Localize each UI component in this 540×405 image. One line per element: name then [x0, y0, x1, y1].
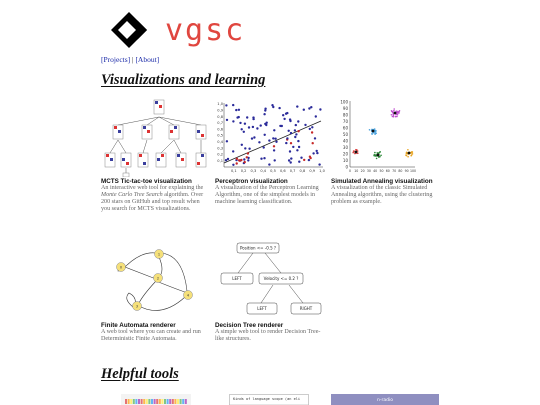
tool-preview-bar: [167, 399, 169, 404]
perceptron-point: [248, 126, 250, 128]
automata-state-label: 2: [156, 276, 160, 281]
card-automata-description: A web tool where you can create and run Deterministic Finite Automata.: [101, 329, 201, 342]
card-annealing[interactable]: [331, 97, 443, 206]
perceptron-point: [300, 157, 302, 159]
annealing-point: [378, 156, 380, 158]
annealing-x-tick: 10: [354, 169, 359, 173]
perceptron-point: [232, 120, 234, 122]
perceptron-point: [286, 137, 288, 139]
annealing-point: [393, 108, 395, 110]
site-logo[interactable]: [107, 10, 277, 50]
perceptron-point: [244, 123, 246, 125]
perceptron-point: [296, 105, 298, 107]
perceptron-point: [260, 124, 262, 126]
tool-preview-bar: [164, 399, 166, 404]
annealing-y-tick: 70: [342, 118, 348, 124]
annealing-point: [411, 154, 413, 156]
perceptron-point: [248, 148, 250, 150]
card-perceptron-description: A visualization of the Perceptron Learning Algorithm, one of the simplest models in machine learning classification.: [215, 185, 319, 205]
perceptron-point: [290, 142, 292, 144]
tool-preview-bar: [146, 399, 148, 404]
perceptron-point: [225, 159, 227, 161]
annealing-point: [399, 110, 401, 112]
annealing-y-tick: 0: [345, 164, 348, 170]
tool-preview-left[interactable]: [121, 394, 191, 405]
perceptron-point: [253, 136, 255, 138]
perceptron-point: [251, 137, 253, 139]
perceptron-point: [319, 108, 321, 110]
perceptron-point: [243, 131, 245, 133]
decision-tree-root: Position <= -0.5 ?: [239, 245, 277, 251]
perceptron-point: [232, 150, 234, 152]
perceptron-point: [298, 161, 300, 163]
perceptron-point: [290, 132, 292, 134]
annealing-x-tick: 40: [373, 169, 378, 173]
annealing-x-tick: 50: [379, 169, 384, 173]
perceptron-point: [264, 134, 266, 136]
perceptron-x-tick: 0,9: [309, 169, 316, 173]
tool-preview-bar: [128, 399, 130, 404]
annealing-x-tick: 0: [348, 169, 352, 173]
perceptron-point: [226, 140, 228, 142]
card-decision-tree[interactable]: [215, 241, 327, 343]
perceptron-point: [303, 109, 305, 111]
perceptron-point: [252, 118, 254, 120]
perceptron-x-tick: 0,1: [230, 169, 237, 173]
annealing-point: [397, 114, 399, 116]
annealing-point: [393, 114, 395, 116]
nav-projects-link[interactable]: [Projects]: [101, 55, 131, 64]
perceptron-point: [304, 124, 306, 126]
perceptron-point: [296, 149, 298, 151]
annealing-y-tick: 60: [342, 125, 348, 131]
tool-preview-bar: [141, 399, 143, 404]
annealing-centroid: [377, 154, 380, 157]
perceptron-point: [290, 157, 292, 159]
annealing-point: [397, 111, 399, 113]
card-automata[interactable]: [101, 241, 213, 343]
annealing-x-tick: 70: [392, 169, 397, 173]
perceptron-x-tick: 0,4: [260, 169, 267, 173]
tool-preview-bar: [143, 399, 145, 404]
perceptron-point: [268, 163, 270, 165]
logo-text: vgsc: [165, 13, 246, 48]
tool-preview-bar: [172, 399, 174, 404]
perceptron-point: [309, 156, 311, 158]
logo-mark-icon: [111, 12, 147, 48]
perceptron-y-tick: 0,5: [217, 133, 223, 138]
card-decision-tree-description: A simple web tool to render Decision Tree-like structures.: [215, 329, 321, 342]
tool-preview-bar: [133, 399, 135, 404]
perceptron-point: [292, 146, 294, 148]
tool-preview-bar: [156, 399, 158, 404]
perceptron-point: [264, 109, 266, 111]
decision-tree-leaf: LEFT: [232, 276, 242, 281]
perceptron-y-tick: 1,0: [217, 102, 223, 107]
annealing-point: [391, 114, 393, 116]
perceptron-point: [263, 113, 265, 115]
tool-preview-bar: [159, 399, 161, 404]
perceptron-point: [238, 109, 240, 111]
automata-state-label: 1: [157, 252, 161, 257]
perceptron-point: [289, 118, 291, 120]
annealing-point: [406, 152, 408, 154]
perceptron-point: [272, 106, 274, 108]
annealing-centroid: [355, 151, 358, 154]
perceptron-point: [244, 161, 246, 163]
perceptron-point: [297, 140, 299, 142]
tool-preview-bar: [125, 399, 127, 404]
tool-preview-bar: [148, 399, 150, 404]
annealing-x-tick: 20: [360, 169, 365, 173]
perceptron-point: [273, 129, 275, 131]
annealing-point: [369, 129, 371, 131]
perceptron-point: [247, 152, 249, 154]
perceptron-point: [236, 158, 238, 160]
perceptron-point: [232, 104, 234, 106]
perceptron-x-tick: 0,6: [279, 169, 286, 173]
perceptron-y-tick: 0,1: [217, 158, 223, 163]
perceptron-point: [274, 138, 276, 140]
card-mcts-title[interactable]: MCTS Tic-tac-toe visualization: [101, 178, 192, 185]
annealing-centroid: [408, 152, 411, 155]
perceptron-point: [295, 124, 297, 126]
tool-preview-bar: [169, 399, 171, 404]
perceptron-point: [239, 160, 241, 162]
perceptron-point: [263, 146, 265, 148]
annealing-point: [396, 116, 398, 118]
perceptron-point: [244, 147, 246, 149]
annealing-x-tick: 90: [404, 169, 409, 173]
nav-about-link[interactable]: [About]: [135, 55, 160, 64]
perceptron-point: [235, 109, 237, 111]
automata-graph-thumbnail: [101, 241, 211, 321]
mcts-nodes: [105, 100, 206, 177]
perceptron-x-tick: 0,8: [299, 169, 306, 173]
perceptron-point: [294, 136, 296, 138]
annealing-point: [407, 156, 409, 158]
card-mcts-description: An interactive web tool for explaining the Monte Carlo Tree Search algorithm. Over 200 stars on GitHub and top result when you search for MCTS visualizations.: [101, 185, 204, 212]
tool-preview-bar: [180, 399, 182, 404]
perceptron-point: [308, 159, 310, 161]
tool-preview-bar: [177, 399, 179, 404]
annealing-y-tick: 90: [342, 105, 348, 111]
annealing-x-tick: 30: [366, 169, 371, 173]
perceptron-point: [298, 146, 300, 148]
annealing-point: [374, 130, 376, 132]
perceptron-point: [286, 112, 288, 114]
tool-preview-bar: [174, 399, 176, 404]
annealing-point: [407, 149, 409, 151]
annealing-point: [392, 116, 394, 118]
annealing-y-tick: 50: [342, 131, 348, 137]
perceptron-x-tick: 0,5: [270, 169, 276, 173]
perceptron-point: [227, 158, 229, 160]
perceptron-point: [310, 106, 312, 108]
tool-preview-middle-text: Kinds of language scope (an eli: [233, 397, 301, 401]
perceptron-point: [232, 164, 234, 166]
perceptron-point: [225, 104, 227, 106]
annealing-scatter-thumbnail: [331, 97, 441, 177]
card-perceptron-title[interactable]: Perceptron visualization: [215, 178, 288, 185]
perceptron-y-tick: 0,9: [217, 108, 223, 113]
perceptron-point: [285, 142, 287, 144]
annealing-point: [373, 155, 375, 157]
perceptron-point: [258, 141, 260, 143]
tool-preview-bar: [185, 399, 187, 404]
annealing-point: [353, 151, 355, 153]
perceptron-point: [297, 130, 299, 132]
perceptron-point: [303, 159, 305, 161]
annealing-centroid: [394, 112, 397, 115]
perceptron-point: [243, 158, 245, 160]
decision-tree-thumbnail: [215, 241, 327, 321]
annealing-point: [391, 111, 393, 113]
perceptron-point: [260, 158, 262, 160]
perceptron-point: [236, 162, 238, 164]
tool-preview-middle[interactable]: [229, 394, 309, 405]
perceptron-point: [264, 123, 266, 125]
perceptron-x-tick: 0,7: [289, 169, 296, 173]
annealing-point: [393, 110, 395, 112]
perceptron-point: [316, 152, 318, 154]
decision-tree-leaf: RIGHT: [299, 306, 313, 311]
section-title-visualizations: Visualizations and learning: [101, 72, 266, 88]
perceptron-point: [272, 137, 274, 139]
card-automata-title[interactable]: Finite Automata renderer: [101, 322, 176, 329]
perceptron-point: [275, 141, 277, 143]
perceptron-y-tick: 0,4: [217, 140, 223, 144]
perceptron-point: [268, 139, 270, 141]
nav-separator: |: [132, 55, 134, 64]
annealing-x-tick: 80: [398, 169, 403, 173]
card-annealing-description: A visualization of the classic Simulated Annealing algorithm, using the clustering problem as example.: [331, 185, 433, 205]
perceptron-point: [241, 128, 243, 130]
perceptron-point: [226, 119, 228, 121]
annealing-y-tick: 80: [342, 112, 348, 118]
automata-state-label: 4: [186, 293, 190, 298]
page-content: [101, 0, 441, 405]
tool-preview-bar: [161, 399, 163, 404]
tool-preview-bar: [151, 399, 153, 404]
annealing-y-tick: 10: [342, 157, 348, 163]
perceptron-point: [273, 145, 275, 147]
perceptron-y-tick: 0,2: [217, 152, 223, 157]
perceptron-y-tick: 0,7: [217, 121, 223, 126]
card-annealing-title[interactable]: Simulated Annealing visualization: [331, 178, 433, 185]
perceptron-point: [239, 122, 241, 124]
automata-state-label: 3: [135, 304, 139, 309]
decision-tree-leaf: LEFT: [257, 306, 267, 311]
perceptron-point: [252, 126, 254, 128]
annealing-point: [355, 149, 357, 151]
perceptron-point: [294, 129, 296, 131]
perceptron-point: [246, 156, 248, 158]
perceptron-separator-line: [224, 121, 321, 163]
top-nav: [101, 55, 159, 64]
automata-state-label: 0: [119, 265, 123, 270]
perceptron-point: [246, 116, 248, 118]
perceptron-point: [283, 118, 285, 120]
perceptron-x-tick: 0,3: [250, 169, 257, 173]
card-mcts[interactable]: [101, 97, 213, 213]
annealing-y-tick: 40: [342, 138, 348, 144]
annealing-y-tick: 100: [340, 99, 348, 105]
annealing-point: [405, 154, 407, 156]
tool-preview-bar: [138, 399, 140, 404]
tool-preview-bar: [182, 399, 184, 404]
perceptron-point: [263, 157, 265, 159]
perceptron-point: [311, 131, 313, 133]
perceptron-point: [241, 144, 243, 146]
perceptron-point: [279, 125, 281, 127]
perceptron-point: [288, 130, 290, 132]
card-decision-tree-title[interactable]: Decision Tree renderer: [215, 322, 284, 329]
perceptron-point: [297, 120, 299, 122]
mcts-tree-thumbnail: [101, 97, 211, 177]
perceptron-point: [247, 159, 249, 161]
perceptron-x-tick: 0,2: [240, 169, 247, 173]
card-perceptron[interactable]: [215, 97, 327, 206]
perceptron-y-tick: 0,8: [217, 114, 223, 119]
perceptron-x-tick: 1,0: [319, 169, 325, 173]
perceptron-y-tick: 0,6: [217, 127, 223, 132]
perceptron-point: [316, 150, 318, 152]
perceptron-point: [290, 161, 292, 163]
tool-preview-bar: [154, 399, 156, 404]
annealing-point: [374, 152, 376, 154]
section-title-tools: Helpful tools: [101, 366, 179, 382]
perceptron-point: [256, 127, 258, 129]
tool-preview-bar: [135, 399, 137, 404]
perceptron-point: [295, 133, 297, 135]
perceptron-y-tick: 0,3: [217, 146, 223, 151]
tool-preview-right-text: n-radio: [377, 398, 393, 403]
annealing-point: [376, 158, 378, 160]
annealing-x-tick: 100: [409, 169, 417, 173]
perceptron-point: [312, 152, 314, 154]
perceptron-point: [274, 159, 276, 161]
perceptron-point: [278, 107, 280, 109]
annealing-point: [411, 151, 413, 153]
perceptron-point: [273, 149, 275, 151]
perceptron-scatter-thumbnail: [215, 97, 327, 177]
annealing-point: [379, 151, 381, 153]
annealing-point: [375, 132, 377, 134]
perceptron-point: [309, 128, 311, 130]
annealing-x-tick: 60: [385, 169, 390, 173]
perceptron-point: [311, 126, 313, 128]
decision-tree-inner: Velocity <= 0.2 ?: [263, 276, 299, 281]
perceptron-point: [315, 115, 317, 117]
perceptron-point: [236, 116, 238, 118]
annealing-point: [380, 155, 382, 157]
perceptron-point: [289, 150, 291, 152]
tool-preview-right[interactable]: [331, 394, 439, 405]
perceptron-point: [318, 163, 320, 165]
perceptron-point: [282, 114, 284, 116]
annealing-centroid: [372, 130, 375, 133]
tool-preview-bar: [130, 399, 132, 404]
annealing-y-tick: 20: [342, 151, 348, 157]
perceptron-point: [314, 137, 316, 139]
perceptron-point: [288, 159, 290, 161]
perceptron-point: [312, 142, 314, 144]
annealing-y-tick: 30: [342, 144, 348, 150]
